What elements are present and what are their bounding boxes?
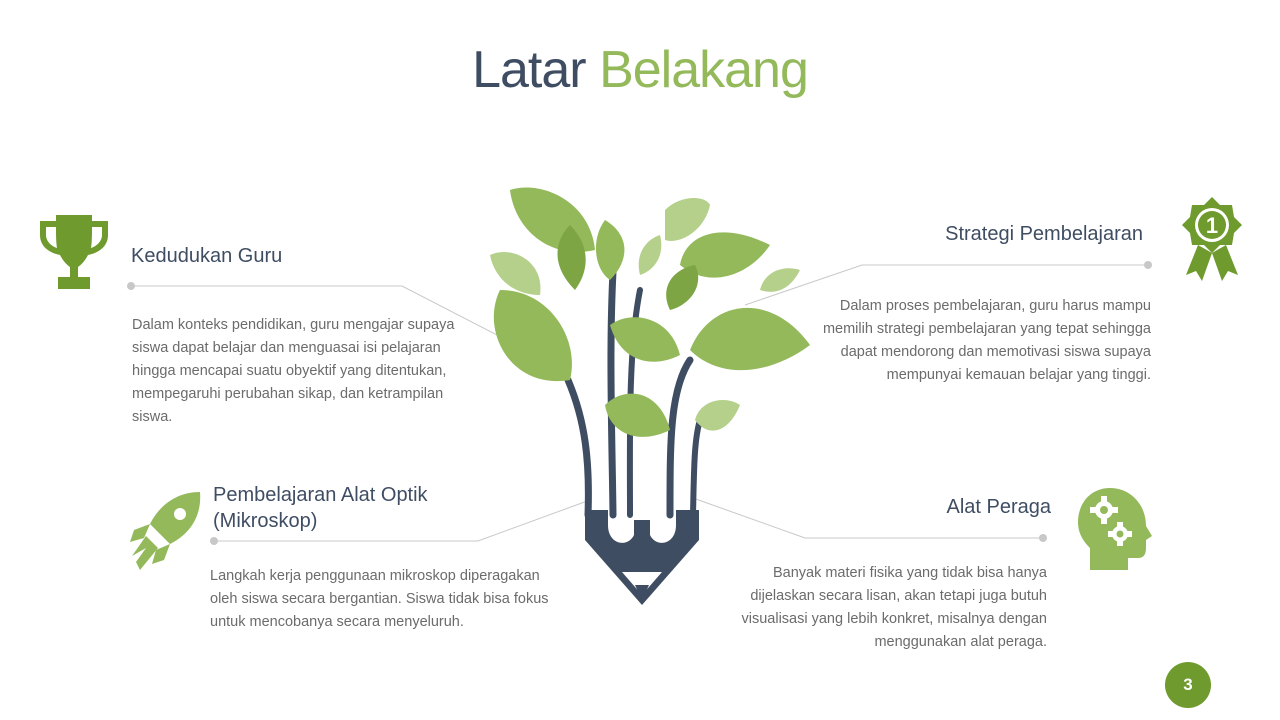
heading-alat-optik-line2: (Mikroskop) <box>213 510 318 532</box>
title-part-2: Belakang <box>599 41 808 99</box>
body-strategi-pembelajaran: Dalam proses pembelajaran, guru harus mampu memilih strategi pembelajaran yang tepat sehingga dapat mendorong dan memotivasi siswa supaya mempunyai kemauan belajar yang tinggi. <box>822 298 1151 383</box>
body-kedudukan-guru: Dalam konteks pendidikan, guru mengajar supaya siswa dapat belajar dan menguasai isi pelajaran hingga mencapai suatu obyektif yang ditentukan, mempegaruhi perubahan sikap, dan ketrampilan siswa. <box>132 317 455 425</box>
heading-alat-optik <box>213 482 428 534</box>
heading-kedudukan-guru: Kedudukan Guru <box>131 245 283 267</box>
heading-alat-peraga: Alat Peraga <box>946 496 1051 518</box>
title-part-1: Latar <box>472 41 586 99</box>
heading-strategi-pembelajaran: Strategi Pembelajaran <box>945 223 1143 245</box>
heading-alat-optik-line1: Pembelajaran Alat Optik <box>213 484 428 506</box>
pencil-tree-icon <box>480 180 810 610</box>
page-number-badge: 3 <box>1165 662 1211 708</box>
trophy-icon <box>38 213 110 291</box>
award-ribbon-icon <box>1176 195 1248 285</box>
rocket-icon <box>128 490 204 574</box>
body-alat-peraga: Banyak materi fisika yang tidak bisa hanya dijelaskan secara lisan, akan tetapi juga butuh visualisasi yang lebih konkret, misalnya dengan menggunakan alat peraga. <box>741 565 1047 650</box>
award-badge-number: 1 <box>1205 213 1219 238</box>
head-gears-icon <box>1076 486 1154 572</box>
body-alat-optik: Langkah kerja penggunaan mikroskop diperagakan oleh siswa secara bergantian. Siswa tidak bisa fokus untuk mencobanya secara menyeluruh. <box>210 568 549 630</box>
